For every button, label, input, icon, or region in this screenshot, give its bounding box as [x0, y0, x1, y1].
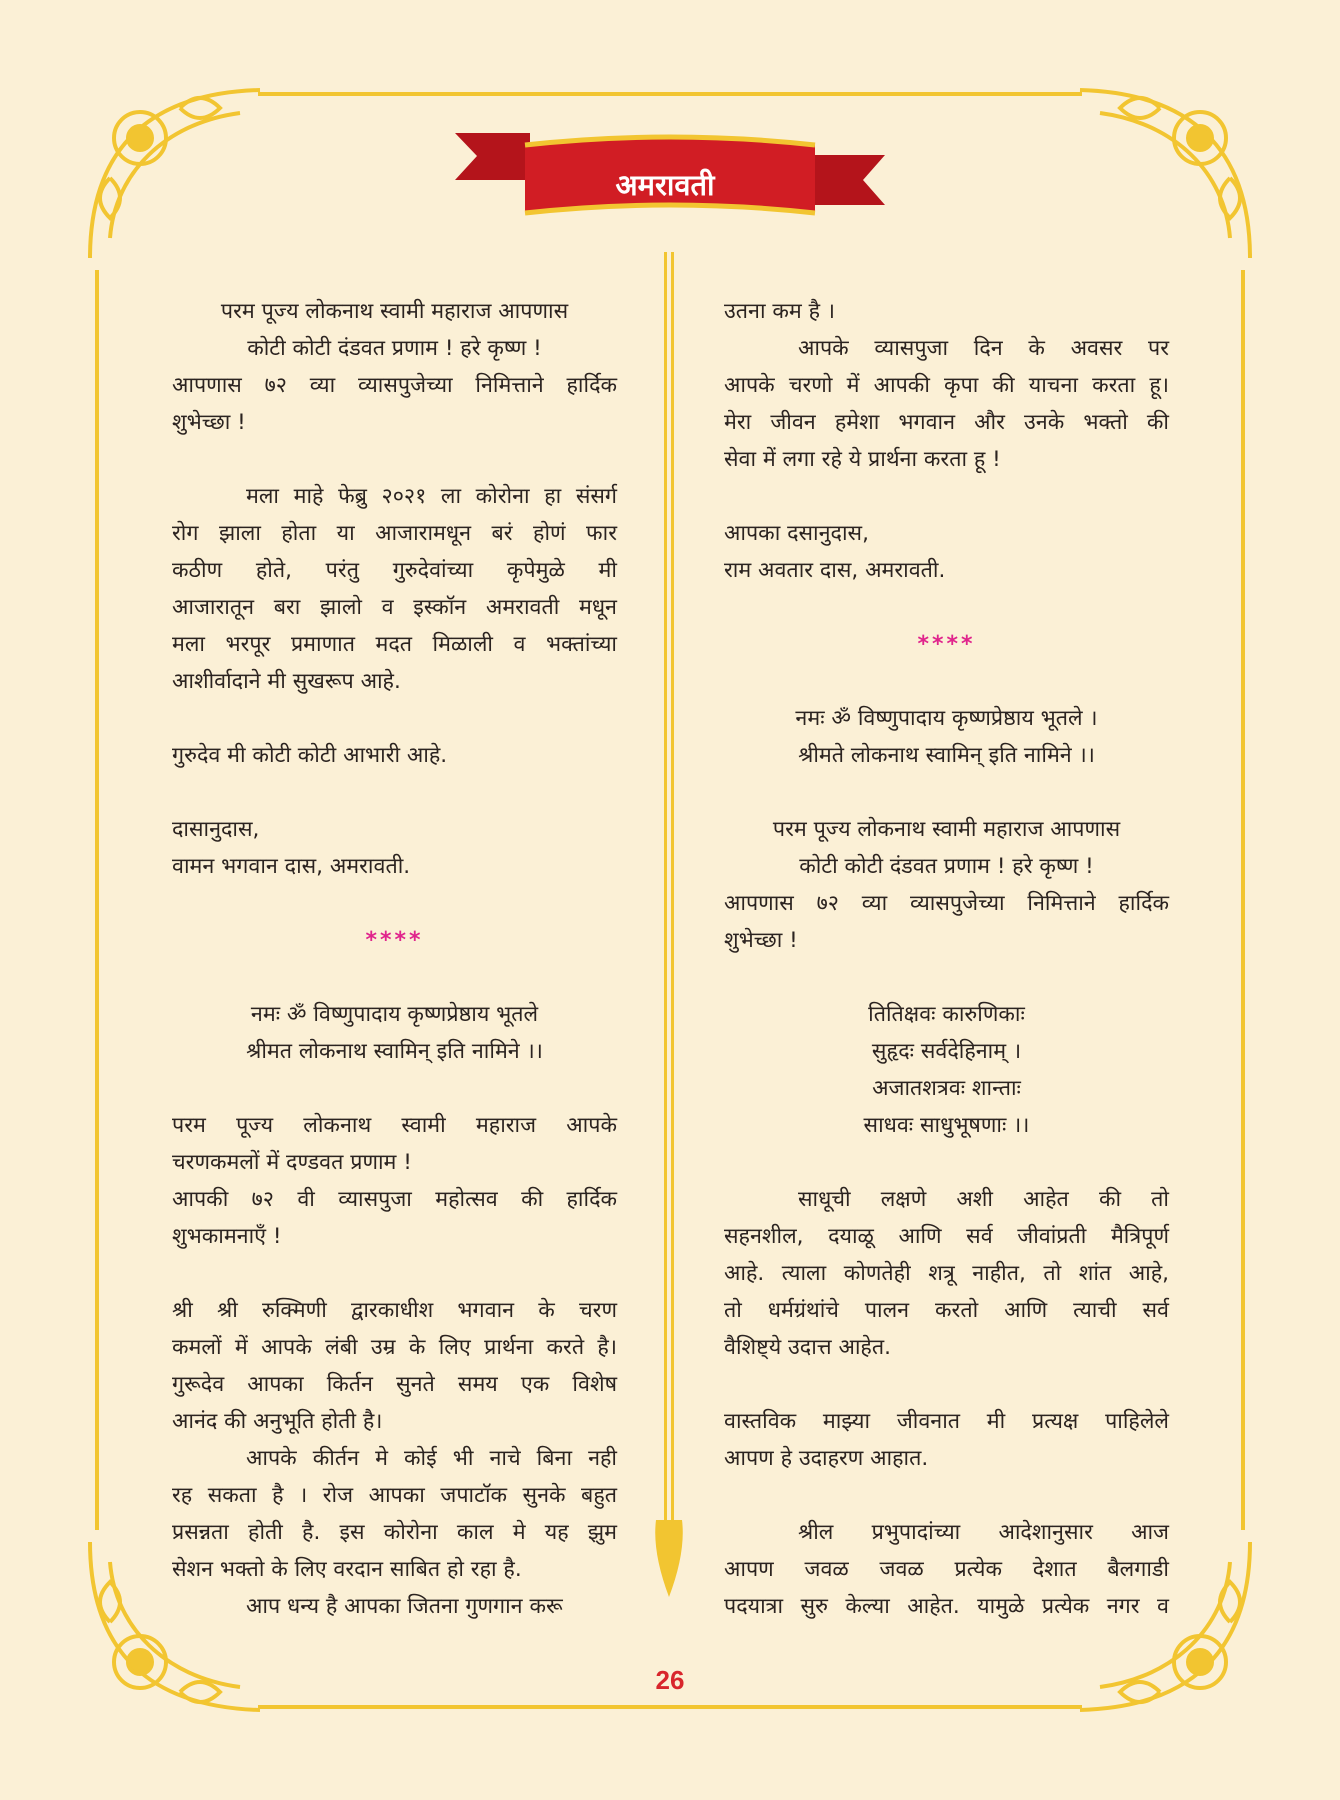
paragraph-line: आशीर्वादाने मी सुखरूप आहे.	[172, 669, 401, 694]
section-separator-stars: ****	[917, 632, 976, 657]
page-number: 26	[655, 1665, 685, 1695]
paragraph-line: चरणकमलों में दण्डवत प्रणाम !	[172, 1150, 412, 1175]
paragraph-line: आप धन्य है आपका जितना गुणगान करू	[246, 1594, 563, 1619]
paragraph-line: शुभकामनाएँ !	[172, 1224, 282, 1249]
signature-line: वामन भगवान दास, अमरावती.	[172, 854, 411, 879]
mantra-line: श्रीमत लोकनाथ स्वामिन् इति नामिने ।।	[246, 1039, 543, 1064]
paragraph-line: श्री श्री रुक्मिणी द्वारकाधीश भगवान के चरण	[172, 1298, 617, 1323]
paragraph-line: उतना कम है ।	[724, 299, 835, 324]
signature-line: आपका दसानुदास,	[724, 521, 869, 546]
paragraph-line: सेशन भक्तो के लिए वरदान साबित हो रहा है.	[172, 1557, 522, 1582]
paragraph-line: आहे. त्याला कोणतेही शत्रू नाहीत, तो शांत आहे,	[724, 1261, 1169, 1286]
corner-ornament-top-right	[1060, 78, 1260, 278]
paragraph-line: सेवा में लगा रहे ये प्रार्थना करता हू !	[724, 447, 1001, 472]
paragraph-line: मेरा जीवन हमेशा भगवान और उनके भक्तो की	[724, 410, 1169, 435]
paragraph-line: आपके कीर्तन मे कोई भी नाचे बिना नही	[246, 1446, 617, 1471]
mantra-line: श्रीमते लोकनाथ स्वामिन् इति नामिने ।।	[798, 743, 1095, 768]
paragraph-line: आपकी ७२ वी व्यासपुजा महोत्सव की हार्दिक	[172, 1187, 617, 1212]
paragraph-line: वैशिष्ट्ये उदात्त आहेत.	[724, 1335, 891, 1360]
frame-left-border	[95, 270, 99, 1530]
verse-line: अजातशत्रवः शान्ताः	[872, 1076, 1021, 1101]
column-divider	[648, 252, 690, 1597]
paragraph-line: आपणास ७२ व्या व्यासपुजेच्या निमित्ताने हार्दिक	[172, 373, 617, 398]
signature-line: राम अवतार दास, अमरावती.	[724, 558, 946, 583]
paragraph-line: आनंद की अनुभूति होती है।	[172, 1409, 383, 1434]
mantra-line: नमः ॐ विष्णुपादाय कृष्णप्रेष्ठाय भूतले ।	[795, 706, 1098, 731]
paragraph-line: कोटी कोटी दंडवत प्रणाम ! हरे कृष्ण !	[247, 336, 542, 361]
paragraph-line: आपण जवळ जवळ प्रत्येक देशात बैलगाडी	[724, 1557, 1169, 1582]
paragraph-line: आपके व्यासपुजा दिन के अवसर पर	[798, 336, 1169, 361]
paragraph-line: कोटी कोटी दंडवत प्रणाम ! हरे कृष्ण !	[799, 854, 1094, 879]
frame-bottom-border	[258, 1705, 1082, 1709]
paragraph-line: रह सकता है । रोज आपका जपाटॉक सुनके बहुत	[172, 1483, 617, 1508]
paragraph-line: गुरुदेव मी कोटी कोटी आभारी आहे.	[172, 743, 448, 768]
paragraph-line: पदयात्रा सुरु केल्या आहेत. यामुळे प्रत्येक नगर व	[724, 1594, 1169, 1619]
verse-line: तितिक्षवः कारुणिकाः	[868, 1002, 1025, 1027]
mantra-line: नमः ॐ विष्णुपादाय कृष्णप्रेष्ठाय भूतले	[250, 1002, 539, 1027]
paragraph-line: परम पूज्य लोकनाथ स्वामी महाराज आपणास	[220, 299, 569, 324]
paragraph-line: परम पूज्य लोकनाथ स्वामी महाराज आपके	[172, 1113, 617, 1138]
paragraph-line: परम पूज्य लोकनाथ स्वामी महाराज आपणास	[772, 817, 1121, 842]
corner-ornament-top-left	[80, 78, 280, 278]
paragraph-line: सहनशील, दयाळू आणि सर्व जीवांप्रती मैत्रिपूर्ण	[724, 1224, 1169, 1249]
paragraph-line: शुभेच्छा !	[724, 928, 798, 953]
verse-line: साधवः साधुभूषणाः ।।	[863, 1113, 1030, 1138]
left-column	[172, 293, 617, 1625]
frame-top-border	[258, 92, 1082, 96]
paragraph-line: मला भरपूर प्रमाणात मदत मिळाली व भक्तांच्या	[172, 632, 617, 657]
right-column	[724, 293, 1169, 1625]
paragraph-line: तो धर्मग्रंथांचे पालन करतो आणि त्याची सर्व	[724, 1298, 1169, 1323]
paragraph-line: आजारातून बरा झालो व इस्कॉन अमरावती मधून	[172, 595, 617, 620]
paragraph-line: आपके चरणो में आपकी कृपा की याचना करता हू।	[724, 373, 1169, 398]
signature-line: दासानुदास,	[172, 817, 260, 842]
paragraph-line: गुरूदेव आपका किर्तन सुनते समय एक विशेष	[172, 1372, 617, 1397]
paragraph-line: आपणास ७२ व्या व्यासपुजेच्या निमित्ताने हार्दिक	[724, 891, 1169, 916]
page-title: अमरावती	[615, 168, 715, 202]
verse-line: सुहृदः सर्वदेहिनाम् ।	[871, 1039, 1022, 1064]
paragraph-line: मला माहे फेब्रु २०२१ ला कोरोना हा संसर्ग	[246, 484, 617, 509]
paragraph-line: आपण हे उदाहरण आहात.	[724, 1446, 929, 1471]
paragraph-line: कमलों में आपके लंबी उम्र के लिए प्रार्थना करते है।	[172, 1335, 617, 1360]
paragraph-line: रोग झाला होता या आजारामधून बरं होणं फार	[172, 521, 617, 546]
paragraph-line: साधूची लक्षणे अशी आहेत की तो	[798, 1187, 1169, 1212]
paragraph-line: कठीण होते, परंतु गुरुदेवांच्या कृपेमुळे मी	[172, 558, 617, 583]
frame-right-border	[1241, 270, 1245, 1530]
section-separator-stars: ****	[365, 928, 424, 953]
paragraph-line: श्रील प्रभुपादांच्या आदेशानुसार आज	[798, 1520, 1169, 1545]
paragraph-line: वास्तविक माझ्या जीवनात मी प्रत्यक्ष पाहिलेले	[724, 1409, 1169, 1434]
paragraph-line: प्रसन्नता होती है. इस कोरोना काल मे यह झुम	[172, 1520, 617, 1545]
paragraph-line: शुभेच्छा !	[172, 410, 246, 435]
